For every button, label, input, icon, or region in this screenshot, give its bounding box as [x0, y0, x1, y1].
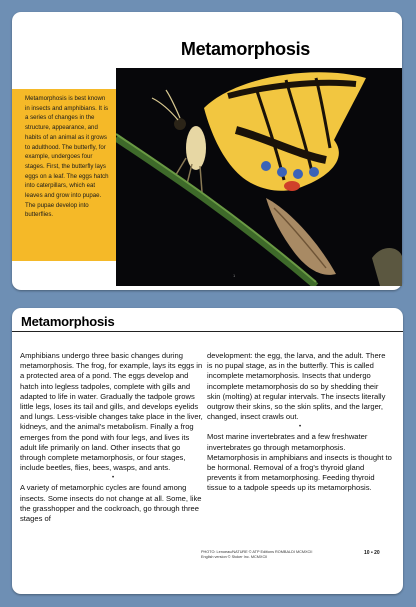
front-title: Metamorphosis: [180, 39, 310, 59]
paragraph: A variety of metamorphic cycles are found among insects. Some insects do not change at all. Some, like the grasshopper and the cockroach, go through three stages of: [20, 483, 202, 524]
card-number: 10 • 20: [364, 550, 380, 556]
bullet-separator: •: [298, 424, 302, 431]
text-column-right: [207, 351, 393, 494]
photo-credits: [201, 550, 312, 560]
front-description: Metamorphosis is best known in insects and amphibians. It is a series of changes in the structure, appearance, and habits of an animal as it grows to adulthood. The butterfly, for example, undergoes four stages. First, the butterfly lays eggs on a leaf. The eggs hatch into caterpillars, which eat leaves and grow into pupae. The pupae develop into butterflies.: [25, 95, 109, 219]
paragraph: Most marine invertebrates and a few freshwater invertebrates go through metamorphosis. Metamorphosis in amphibians and insects is thought to be hormonal. Removal of a frog's thyroid gland prevents it from metamorphosing. Feeding thyroid tissue to a tadpole speeds up its metamorphosis.: [207, 432, 392, 493]
credit-line: PHOTO: Lenoeau/NATURE © ATP Editions ROMBALDI MCMXCII: [201, 550, 313, 554]
paragraph: Amphibians undergo three basic changes during metamorphosis. The frog, for example, lays its eggs in a protected area of a pond. The eggs develop and hatch into legless tadpoles, complete with gills and adapted to life in water. Gradually the tadpole grows little legs, loses its tail and gills, and develops eyelids and lungs. Less-visible changes take place in the liver, kidneys, and the animal's metabolism. Finally a frog emerges from the pond with four legs, and lives its adult life primarily on land. Other insects that go through complete metamorphosis, or four stages, include beetles, flies, bees, wasps, and ants.: [20, 351, 203, 473]
butterfly-illustration: [116, 68, 402, 286]
bullet-separator: •: [111, 475, 115, 482]
front-card: [12, 12, 402, 290]
title-divider: [12, 331, 403, 332]
text-column-left: [20, 351, 206, 524]
back-card: [12, 308, 403, 594]
credit-line: English version © Stoker Inc. MCMXCII: [201, 555, 268, 560]
butterfly-photo: [116, 68, 402, 286]
page-mark: 1: [233, 273, 236, 278]
paragraph: development: the egg, the larva, and the adult. There is no pupal stage, as in the butterfly. This is called incomplete metamorphosis. Insects that undergo incomplete metamorphosis do so by shedding their skin (molting) at regular intervals. The insects literally outgrow their skins, so the skin splits, and the larger, changed, insect crawls out.: [207, 351, 386, 422]
back-title: Metamorphosis: [21, 314, 115, 329]
